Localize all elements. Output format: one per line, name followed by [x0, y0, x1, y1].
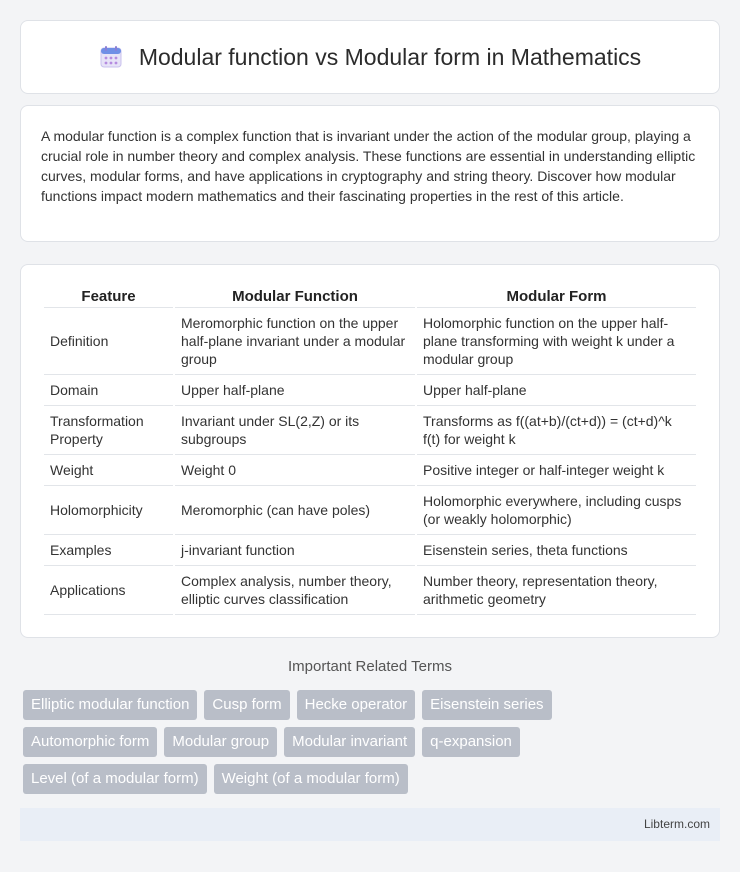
title-card: [20, 20, 720, 94]
row-modular-form: Number theory, representation theory, arithmetic geometry: [417, 566, 696, 615]
row-modular-function: Complex analysis, number theory, elliptic curves classification: [175, 566, 415, 615]
tag-modular-invariant[interactable]: Modular invariant: [284, 727, 415, 757]
row-modular-form: Eisenstein series, theta functions: [417, 535, 696, 566]
table-header-row: [44, 285, 696, 308]
page-title: Modular function vs Modular form in Mathematics: [138, 43, 642, 70]
tag-elliptic-modular-function[interactable]: Elliptic modular function: [23, 690, 197, 720]
row-modular-function: Upper half-plane: [175, 375, 415, 406]
header-feature: Feature: [44, 285, 173, 308]
intro-card: [20, 105, 720, 242]
table-row: [44, 375, 696, 406]
table-row: [44, 535, 696, 566]
row-modular-function: Meromorphic function on the upper half-plane invariant under a modular group: [175, 308, 415, 375]
tag-hecke-operator[interactable]: Hecke operator: [297, 690, 416, 720]
table-row: [44, 486, 696, 535]
intro-text: A modular function is a complex function that is invariant under the action of the modular group, playing a crucial role in number theory and complex analysis. These functions are essential in understanding elliptic curves, modular forms, and have applications in cryptography and string theory. Discover how modular functions impact modern mathematics and their fascinating properties in the rest of this article.: [41, 128, 696, 204]
tag-eisenstein-series[interactable]: Eisenstein series: [422, 690, 551, 720]
table-row: [44, 566, 696, 615]
row-modular-form: Positive integer or half-integer weight k: [417, 455, 696, 486]
tag-q-expansion[interactable]: q-expansion: [422, 727, 520, 757]
calendar-icon: [99, 45, 123, 69]
tag-modular-group[interactable]: Modular group: [164, 727, 277, 757]
row-modular-function: Meromorphic (can have poles): [175, 486, 415, 535]
row-feature: Applications: [44, 566, 173, 615]
header-modular-function: Modular Function: [175, 285, 415, 308]
row-feature: Domain: [44, 375, 173, 406]
table-row: [44, 406, 696, 455]
tag-row: [23, 690, 713, 720]
footer: [20, 808, 720, 841]
row-modular-form: Holomorphic everywhere, including cusps (or weakly holomorphic): [417, 486, 696, 535]
tag-weight[interactable]: Weight (of a modular form): [214, 764, 408, 794]
row-feature: Examples: [44, 535, 173, 566]
footer-site-link[interactable]: Libterm.com: [643, 817, 710, 831]
row-modular-form: Holomorphic function on the upper half-plane transforming with weight k under a modular group: [417, 308, 696, 375]
related-terms-title: Important Related Terms: [288, 658, 452, 675]
row-modular-function: j-invariant function: [175, 535, 415, 566]
row-modular-form: Upper half-plane: [417, 375, 696, 406]
tag-automorphic-form[interactable]: Automorphic form: [23, 727, 157, 757]
tag-row: [23, 764, 713, 794]
row-feature: Holomorphicity: [44, 486, 173, 535]
comparison-table: [42, 285, 698, 615]
row-modular-function: Weight 0: [175, 455, 415, 486]
tag-level[interactable]: Level (of a modular form): [23, 764, 207, 794]
row-modular-function: Invariant under SL(2,Z) or its subgroups: [175, 406, 415, 455]
comparison-table-card: [20, 264, 720, 638]
row-feature: Definition: [44, 308, 173, 375]
tag-cusp-form[interactable]: Cusp form: [204, 690, 289, 720]
header-modular-form: Modular Form: [417, 285, 696, 308]
row-feature: Weight: [44, 455, 173, 486]
table-row: [44, 455, 696, 486]
tag-row: [23, 727, 713, 757]
table-row: [44, 308, 696, 375]
row-feature: Transformation Property: [44, 406, 173, 455]
row-modular-form: Transforms as f((at+b)/(ct+d)) = (ct+d)^k f(t) for weight k: [417, 406, 696, 455]
related-terms-tags: [23, 690, 713, 801]
